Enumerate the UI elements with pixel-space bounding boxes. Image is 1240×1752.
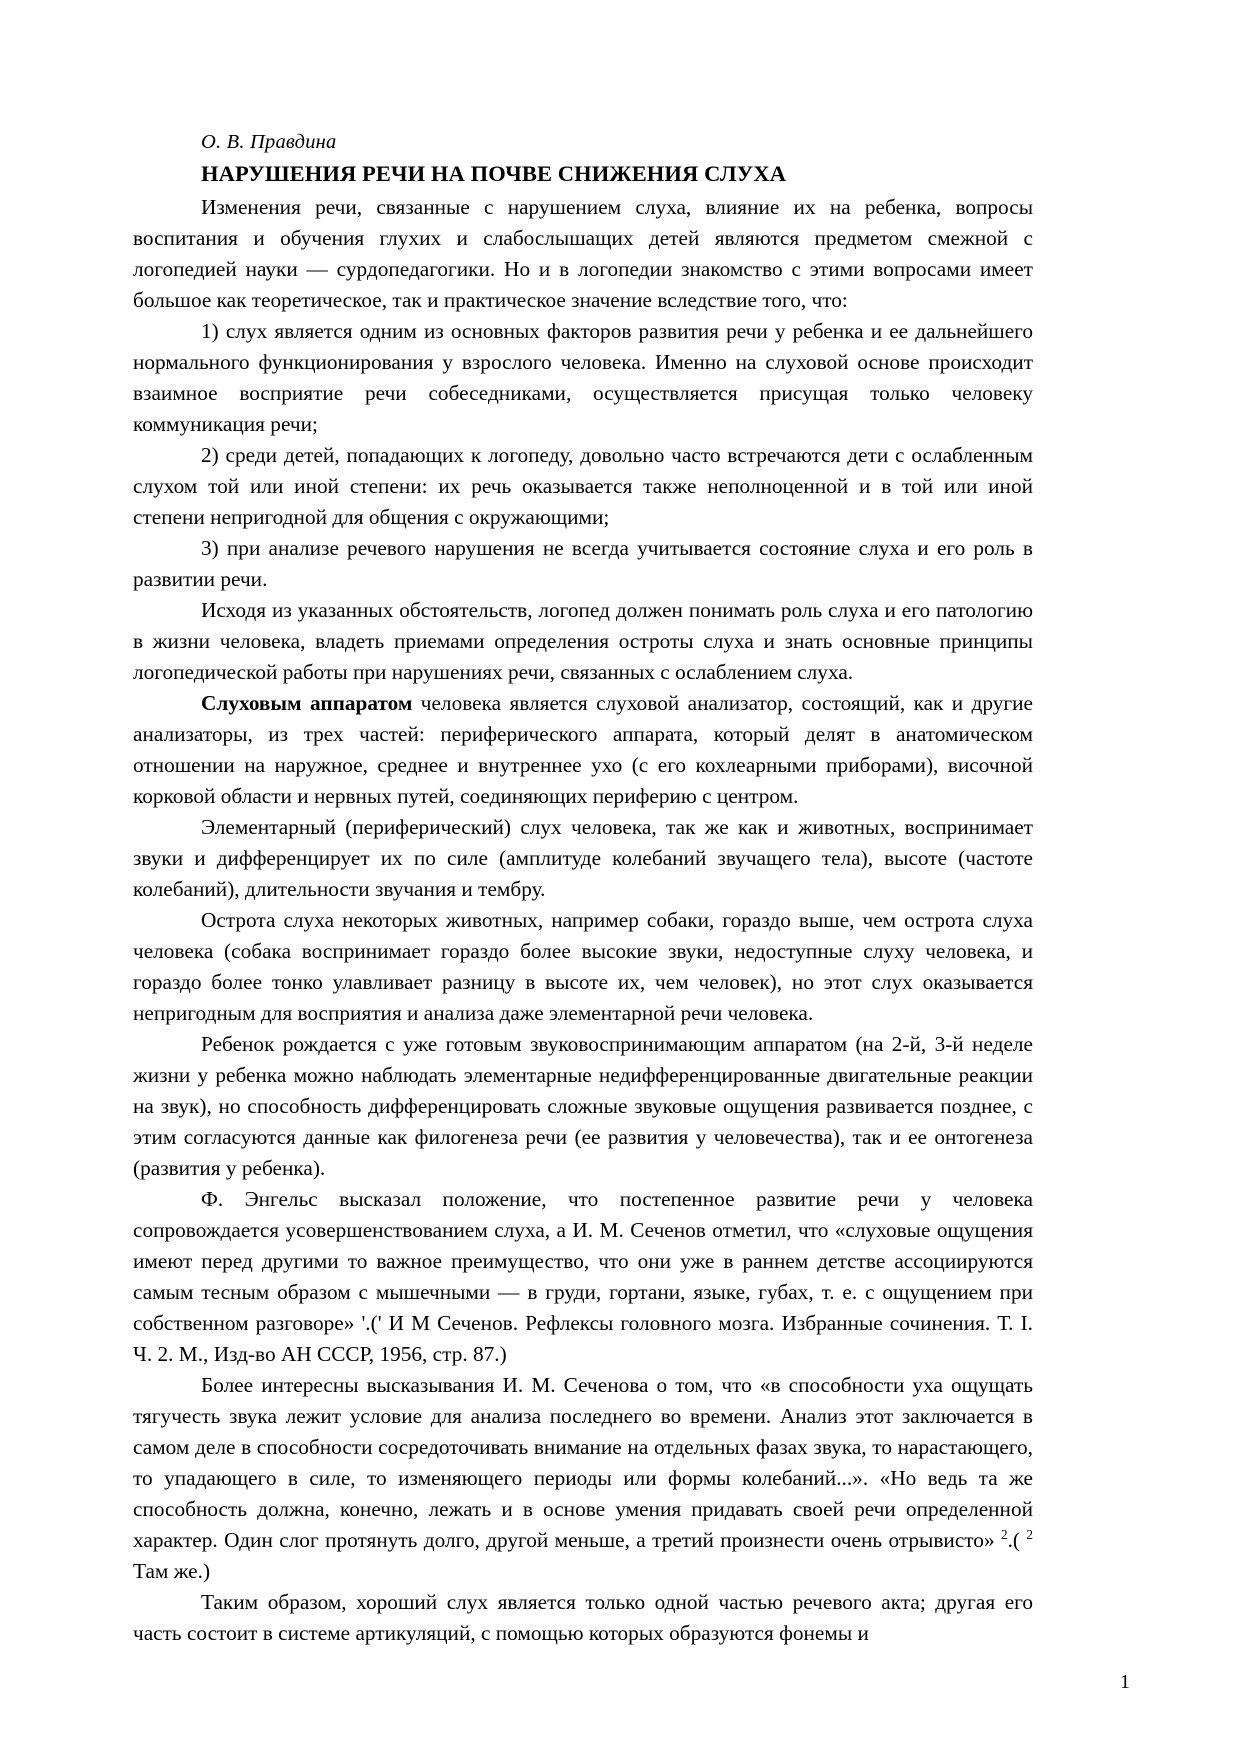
sechenov-text-before-footnote: Более интересны высказывания И. М. Сеченова о том, что «в способности уха ощущать тягучесть звука лежит условие для анализа последнего во времени. Анализ этот заключается в самом деле в способности сосредоточивать внимание на отдельных фазах звука, то нарастающего, то упадающего в силе, то изменяющего периоды или формы колебаний...». «Но ведь та же способность должна, конечно, лежать и в основе умения придавать своей речи определенной характер. Один слог протянуть долго, другой меньше, а третий произнести очень отрывисто» — [133, 1372, 1033, 1552]
footnote-marker-2b: 2 — [1026, 1526, 1033, 1542]
hearing-apparatus-bold-lead: Слуховым аппаратом — [201, 691, 413, 716]
paragraph-conclusion-intro: Исходя из указанных обстоятельств, логопед должен понимать роль слуха и его патологию в жизни человека, владеть приемами определения остроты слуха и знать основные принципы логопедической работы при нарушениях речи, связанных с ослаблением слуха. — [133, 598, 1033, 685]
sechenov-text-end: Там же.) — [133, 1558, 211, 1583]
paragraph-point-1: 1) слух является одним из основных факторов развития речи у ребенка и ее дальнейшего нормального функционирования у взрослого человека. Именно на слуховой основе происходит взаимное восприятие речи собеседниками, осуществляется присущая только человеку коммуникация речи; — [133, 319, 1033, 437]
paragraph-child-development: Ребенок рождается с уже готовым звуковоспринимающим аппаратом (на 2-й, 3-й неделе жизни у ребенка можно наблюдать элементарные недифференцированные двигательные реакции на звук), но способность дифференцировать сложные звуковые ощущения развивается позднее, с этим согласуются данные как филогенеза речи (ее развития у человечества), так и ее онтогенеза (развития у ребенка). — [133, 1032, 1033, 1180]
paragraph-point-3: 3) при анализе речевого нарушения не всегда учитывается состояние слуха и его роль в развитии речи. — [133, 536, 1033, 592]
engels-text-after-footnote: .(' И М Сеченов. Рефлексы головного мозга. Избранные сочинения. Т. I. Ч. 2. М., Изд-во АН СССР, 1956, стр. 87.) — [133, 1310, 1034, 1366]
page-number: 1 — [1120, 1671, 1130, 1693]
paragraph-animal-hearing: Острота слуха некоторых животных, например собаки, гораздо выше, чем острота слуха человека (собака воспринимает гораздо более высокие звуки, недоступные слуху человека, и гораздо более тонко улавливает разницу в высоте их, чем человек), но этот слух оказывается непригодным для восприятия и анализа даже элементарной речи человека. — [133, 908, 1033, 1026]
sechenov-text-mid: .( — [1007, 1527, 1027, 1552]
paragraph-sechenov-quote — [133, 1370, 1033, 1587]
paragraph-point-2: 2) среди детей, попадающих к логопеду, довольно часто встречаются дети с ослабленным слухом той или иной степени: их речь оказывается также неполноценной и в той или иной степени непригодной для общения с окружающими; — [133, 443, 1033, 530]
document-content — [133, 128, 1033, 1649]
paragraph-final: Таким образом, хороший слух является только одной частью речевого акта; другая его часть состоит в системе артикуляций, с помощью которых образуются фонемы и — [133, 1589, 1033, 1645]
paragraph-hearing-apparatus — [133, 688, 1033, 812]
author-byline: О. В. Правдина — [201, 131, 337, 153]
engels-text-before-footnote: Ф. Энгельс высказал положение, что постепенное развитие речи у человека сопровождается усовершенствованием слуха, а И. М. Сеченов отметил, что «слуховые ощущения имеют перед другими то важное преимущество, что они уже в раннем детстве ассоциируются самым тесным образом с мышечными — в груди, гортани, языке, губах, т. е. с ощущением при собственном разговоре» — [133, 1186, 1033, 1335]
paragraph-engels-sechenov — [133, 1184, 1033, 1370]
paragraph-elementary-hearing: Элементарный (периферический) слух человека, так же как и животных, воспринимает звуки и дифференцирует их по силе (амплитуде колебаний звучащего тела), высоте (частоте колебаний), длительности звучания и тембру. — [133, 815, 1033, 902]
footnote-marker-2a: 2 — [1001, 1526, 1008, 1542]
paragraph-intro: Изменения речи, связанные с нарушением слуха, влияние их на ребенка, вопросы воспитания и обучения глухих и слабослышащих детей являются предметом смежной с логопедией науки — сурдопедагогики. Но и в логопедии знакомство с этими вопросами имеет большое как теоретическое, так и практическое значение вследствие того, что: — [133, 195, 1033, 313]
hearing-apparatus-body: человека является слуховой анализатор, состоящий, как и другие анализаторы, из трех частей: периферического аппарата, который делят в анатомическом отношении на наружное, среднее и внутреннее ухо (с его кохлеарными приборами), височной корковой области и нервных путей, соединяющих периферию с центром. — [133, 691, 1033, 809]
footnote-marker-1: ' — [361, 1310, 366, 1335]
page-title: НАРУШЕНИЯ РЕЧИ НА ПОЧВЕ СНИЖЕНИЯ СЛУХА — [201, 161, 787, 187]
